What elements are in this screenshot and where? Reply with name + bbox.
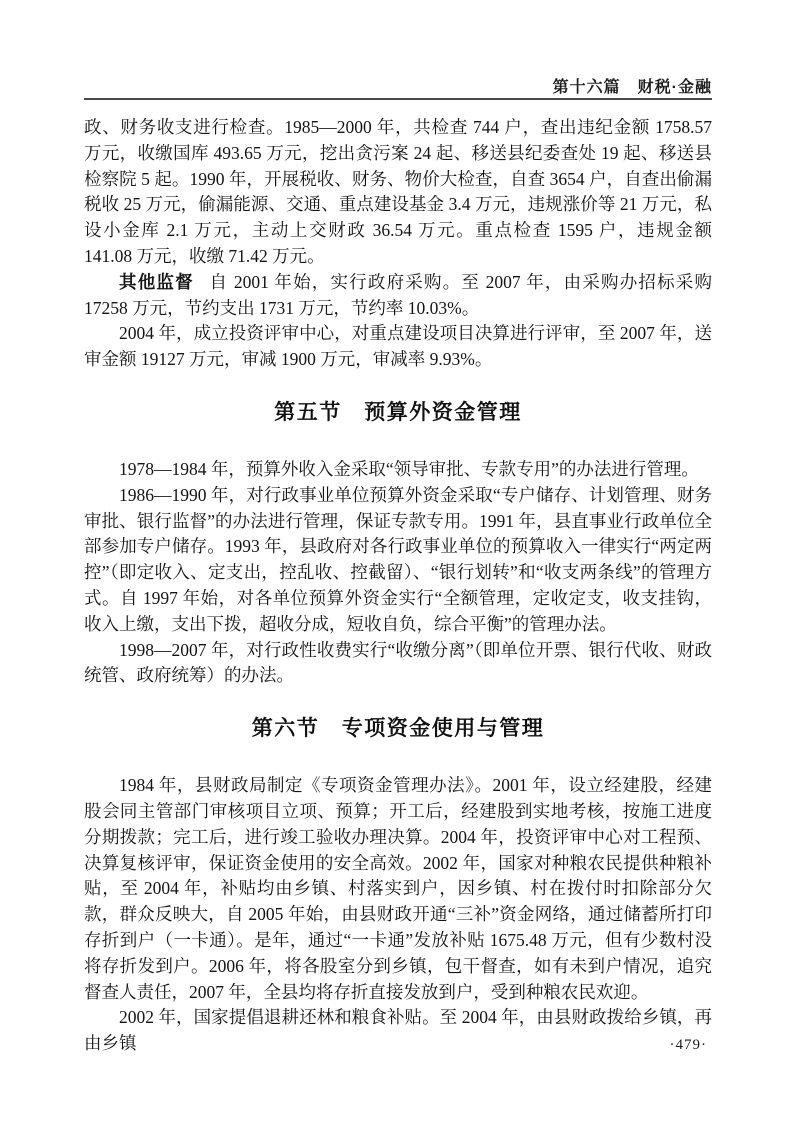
section-heading-5: 第五节 预算外资金管理: [274, 400, 522, 424]
paragraph-grain-subsidy: 2002 年，国家提倡退耕还林和粮食补贴。至 2004 年，由县财政拨给乡镇，再由乡镇: [84, 1007, 712, 1054]
running-header: 第十六篇 财税·金融: [552, 79, 712, 96]
paragraph-investment-review: 2004 年，成立投资评审中心，对重点建设项目决算进行评审，至 2007 年，送审金额 19127 万元，审减 1900 万元，审减率 9.93%。: [84, 323, 712, 370]
page-body: [84, 115, 712, 1057]
paragraph-1986-1997-management: 1986—1990 年，对行政事业单位预算外资金采取“专户储存、计划管理、财务审批、银行监督”的办法进行管理，保证专款专用。1991 年，县直事业行政单位全部参加专户储存。1993 年，县政府对各行政事业单位的预算收入一律实行“两定两控”（即定收入、定支出，控乱收、控截留）、“银行划转”和“收支两条线”的管理方式。自 1997 年始，对各单位预算外资金实行“全额管理，定收定支，收支挂钩，收入上缴，支出下拨，超收分成，短收自负，综合平衡”的管理办法。: [84, 484, 712, 634]
paragraph-1998-2007-fees: 1998—2007 年，对行政性收费实行“收缴分离”（即单位开票、银行代收、财政统管、政府统筹）的办法。: [84, 639, 712, 686]
paragraph-special-funds: 1984 年，县财政局制定《专项资金管理办法》。2001 年，设立经建股，经建股会同主管部门审核项目立项、预算；开工后，经建股到实地考核，按施工进度分期拨款；完工后，进行竣工验收办理决算。2004 年，投资评审中心对工程预、决算复核评审，保证资金使用的安全高效。2002 年，国家对种粮农民提供种粮补贴，至 2004 年，补贴均由乡镇、村落实到户，因乡镇、村在拨付时扣除部分欠款，群众反映大，自 2005 年始，由县财政开通“三补”资金网络，通过储蓄所打印存折到户（一卡通）。是年，通过“一卡通”发放补贴 1675.48 万元，但有少数村没将存折发到户。2006 年，将各股室分到乡镇，包干督查，如有未到户情况，追究督查人责任，2007 年，全县均将存折直接发放到户，受到种粮农民欢迎。: [84, 775, 712, 1002]
paragraph-other-supervision: [84, 270, 712, 322]
paragraph-other-supervision-text: 自 2001 年始，实行政府采购。至 2007 年，由采购办招标采购 17258 万元，节约支出 1731 万元，节约率 10.03%。: [84, 271, 713, 318]
paragraph-audit-results: 政、财务收支进行检查。1985—2000 年，共检查 744 户，查出违纪金额 1758.57 万元，收缴国库 493.65 万元，挖出贪污案 24 起、移送县纪委查处 19 起、移送县检察院 5 起。1990 年，开展税收、财务、物价大检查，自查 3654 户，自查出偷漏税收 25 万元，偷漏能源、交通、重点建设基金 3.4 万元，违规涨价等 21 万元，私设小金库 2.1 万元，主动上交财政 36.54 万元。重点检查 1595 户，违规金额 141.08 万元，收缴 71.42 万元。: [84, 117, 712, 266]
paragraph-1978-1984: 1978—1984 年，预算外收入金采取“领导审批、专款专用”的办法进行管理。: [119, 458, 699, 479]
section-heading-6: 第六节 专项资金使用与管理: [251, 717, 545, 741]
header-rule: [84, 98, 712, 100]
page-number: ·479·: [669, 1037, 707, 1053]
paragraph-lead-other-supervision: 其他监督: [119, 271, 194, 292]
